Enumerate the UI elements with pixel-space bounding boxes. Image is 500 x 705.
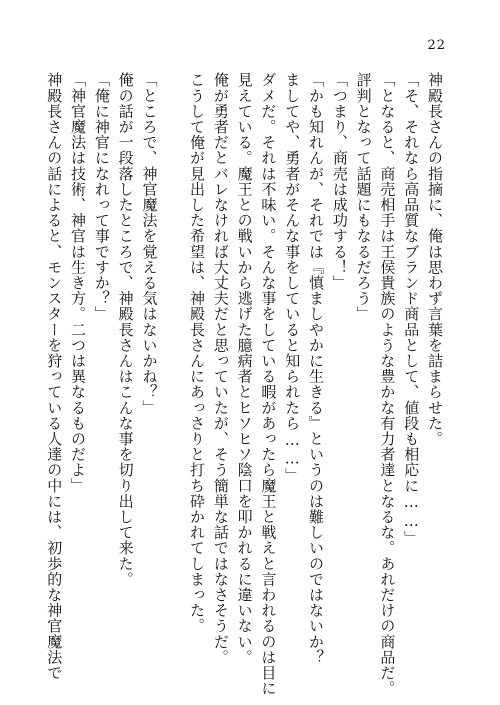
text-line: 「神官魔法は技術、神官は生き方。二つは異なるものだよ」 xyxy=(69,72,88,494)
text-line: 「となると、商売相手は王侯貴族のような豊かな有力者達となるな。あれだけの商品だ。 xyxy=(378,72,397,696)
novel-text xyxy=(41,72,446,696)
text-line: 俺の話が一段落したところで、神殿長さんはこんな事を切り出して来た。 xyxy=(116,72,135,587)
page-number: 22 xyxy=(427,38,446,53)
text-line: 評判となって話題にもなるだろう」 xyxy=(354,72,373,322)
text-line: ダメだ。それは不味い。そんな事をしている暇があったら魔王と戦えと言われるのは目に xyxy=(259,72,278,696)
text-line: 見えている。魔王との戦いから逃げた臆病者とヒソヒソ陰口を叩かれるに違いない。 xyxy=(235,72,254,665)
text-line: 「ところで、神官魔法を覚える気はないかね？」 xyxy=(140,72,159,416)
text-line: 「つまり、商売は成功する！」 xyxy=(330,72,349,291)
text-line: 「俺に神官になれって事ですか？」 xyxy=(92,72,111,322)
text-line: 神殿長さんの指摘に、俺は思わず言葉を詰まらせた。 xyxy=(426,72,444,447)
text-line: 「かも知れんが、それでは『慎ましやかに生きる』というのは難しいのではないか？ xyxy=(307,72,326,665)
text-line: 神殿長さんの話によると、モンスターを狩っている人達の中には、初歩的な神官魔法で xyxy=(45,72,64,681)
text-line: 「そ、それなら高品質なブランド商品として、値段も相応に……」 xyxy=(402,72,421,546)
scene-break xyxy=(160,72,184,632)
text-line: こうして俺が見出した希望は、神殿長さんにあっさりと打ち砕かれてしまった。 xyxy=(188,72,207,634)
text-line: 俺が勇者だとバレなければ大丈夫だと思っていたが、そう簡単な話ではなさそうだ。 xyxy=(211,72,230,665)
text-line: ましてや、勇者がそんな事をしていると知られたら……」 xyxy=(283,72,302,484)
